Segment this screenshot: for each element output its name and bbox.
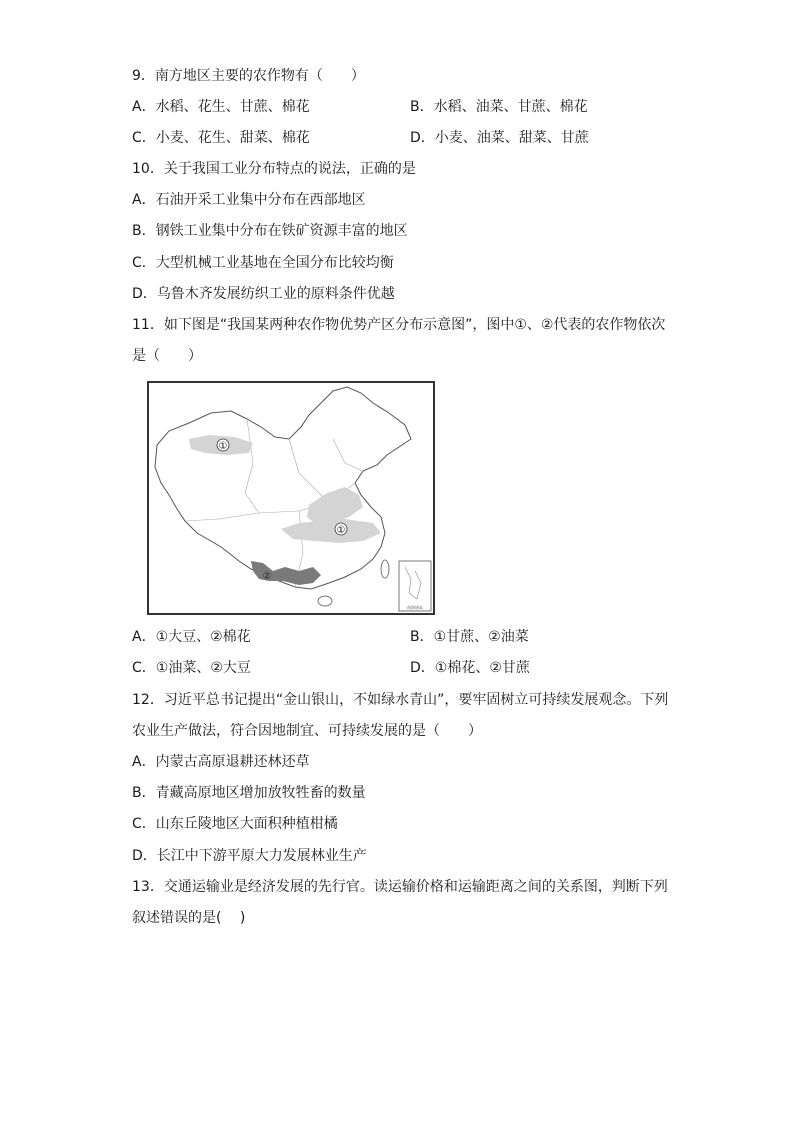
taiwan-island	[381, 560, 389, 578]
q11-option-d: D．①棉花、②甘蔗	[410, 660, 530, 676]
label-1-central: ①	[336, 525, 346, 536]
q12-option-b: B．青藏高原地区增加放牧牲畜的数量	[132, 785, 366, 801]
q10-stem: 10．关于我国工业分布特点的说法，正确的是	[132, 161, 416, 177]
q12-stem-line1: 12．习近平总书记提出“金山银山，不如绿水青山”，要牢固树立可持续发展观念。下列	[132, 692, 669, 708]
q9-option-a: A．水稻、花生、甘蔗、棉花	[132, 99, 310, 115]
q12-option-a: A．内蒙古高原退耕还林还草	[132, 754, 310, 770]
q10-option-d: D．乌鲁木齐发展纺织工业的原料条件优越	[132, 286, 395, 302]
china-crop-map	[147, 381, 435, 615]
q10-option-c: C．大型机械工业基地在全国分布比较均衡	[132, 255, 394, 271]
q11-stem-line1: 11．如下图是“我国某两种农作物优势产区分布示意图”，图中①、②代表的农作物依次	[132, 317, 666, 333]
q10-option-b: B．钢铁工业集中分布在铁矿资源丰富的地区	[132, 223, 408, 239]
inset-frame	[399, 561, 431, 611]
label-2: ②	[262, 571, 272, 582]
q11-option-a: A．①大豆、②棉花	[132, 629, 251, 645]
hainan-island	[318, 596, 332, 606]
q12-stem-line2: 农业生产做法，符合因地制宜、可持续发展的是（ ）	[132, 723, 482, 739]
q11-stem-line2: 是（ ）	[132, 348, 202, 364]
q12-option-d: D．长江中下游平原大力发展林业生产	[132, 848, 367, 864]
q11-option-b: B．①甘蔗、②油菜	[410, 629, 529, 645]
q12-option-c: C．山东丘陵地区大面积种植柑橘	[132, 816, 338, 832]
q11-option-c: C．①油菜、②大豆	[132, 660, 251, 676]
q13-stem-line2: 叙述错误的是( )	[132, 910, 246, 926]
q13-stem-line1: 13．交通运输业是经济发展的先行官。读运输价格和运输距离之间的关系图，判断下列	[132, 879, 668, 895]
q9-stem: 9．南方地区主要的农作物有（ ）	[132, 68, 365, 84]
inset-label: 南海诸岛	[407, 605, 423, 610]
china-outline	[155, 387, 411, 589]
q9-option-b: B．水稻、油菜、甘蔗、棉花	[410, 99, 588, 115]
q9-option-c: C．小麦、花生、甜菜、棉花	[132, 130, 310, 146]
label-1-north: ①	[218, 441, 228, 452]
china-map-svg	[149, 383, 433, 613]
q9-option-d: D．小麦、油菜、甜菜、甘蔗	[410, 130, 589, 146]
q10-option-a: A．石油开采工业集中分布在西部地区	[132, 192, 366, 208]
